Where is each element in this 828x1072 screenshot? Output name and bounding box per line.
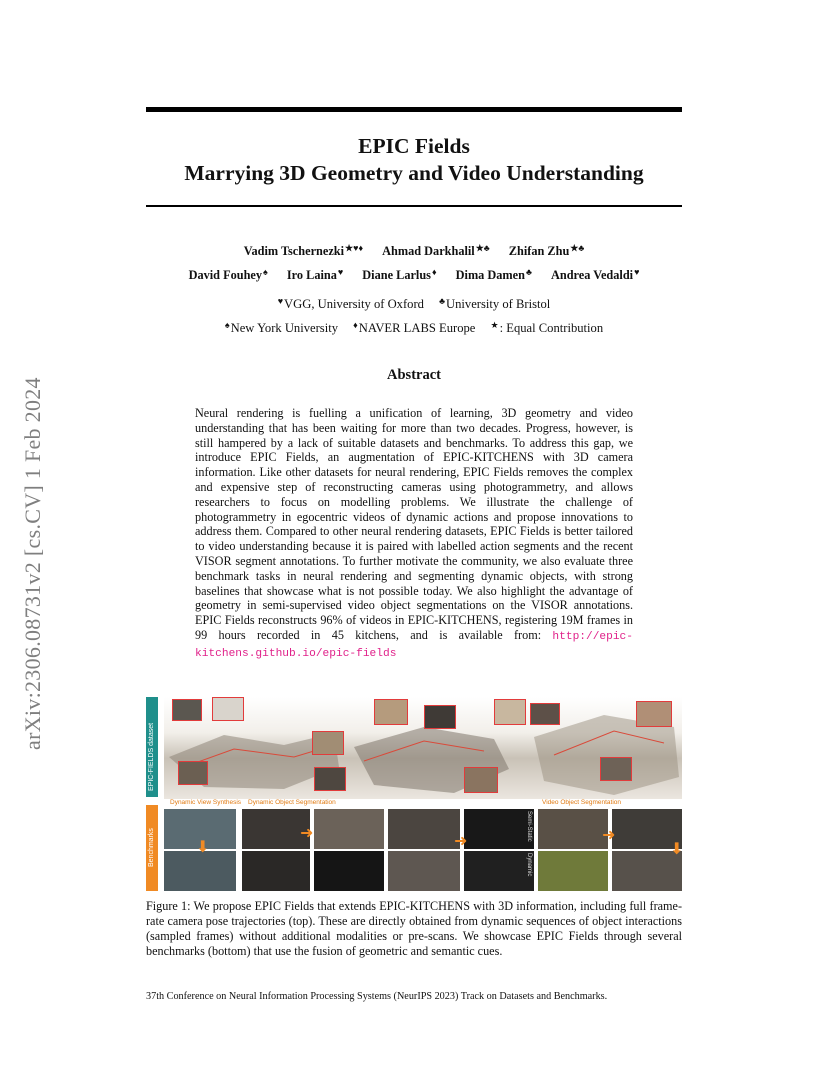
frame-thumbnail xyxy=(530,703,560,725)
affiliation: ♦NAVER LABS Europe xyxy=(353,320,476,335)
benchmarks-side-bar xyxy=(146,805,158,891)
arrow-right-icon: ➜ xyxy=(300,823,314,842)
frame-thumbnail xyxy=(424,705,456,729)
abstract-body xyxy=(195,406,633,662)
affiliations xyxy=(120,291,708,339)
arxiv-stamp: arXiv:2306.08731v2 [cs.CV] 1 Feb 2024 xyxy=(20,377,45,750)
arrow-down-icon: ⬇ xyxy=(196,837,210,856)
title-line-1: EPIC Fields xyxy=(358,134,470,158)
arrow-right-icon: ➜ xyxy=(602,825,616,844)
dataset-side-label: EPIC-FIELDS dataset xyxy=(148,722,155,791)
frame-thumbnail xyxy=(374,699,408,725)
benchmark-tile xyxy=(388,851,460,891)
arrow-right-icon: ➜ xyxy=(454,831,468,850)
affiliation: ♠New York University xyxy=(224,320,339,335)
affiliation: ★: Equal Contribution xyxy=(490,320,604,335)
project-link[interactable]: http://epic-kitchens.github.io/epic-fields xyxy=(195,630,633,660)
paper-title xyxy=(146,133,682,187)
benchmark-tile xyxy=(388,809,460,849)
figure-caption: Figure 1: We propose EPIC Fields that extends EPIC-KITCHENS with 3D information, including full frame-rate camera pose trajectories (top). These are directly obtained from dynamic sequences of object interactions (sampled frames) without additional modalities or pre-scans. We showcase EPIC Fields through several benchmarks (bottom) that use the fusion of geometric and semantic cues. xyxy=(146,899,682,958)
benchmark-tile xyxy=(538,851,608,891)
affiliation-row-2 xyxy=(120,315,708,339)
author: Zhifan Zhu★♣ xyxy=(508,243,585,258)
benchmark-label-dos: Dynamic Object Segmentation xyxy=(248,799,336,806)
affiliation-row-1 xyxy=(120,291,708,315)
top-rule xyxy=(146,107,682,112)
benchmark-tile xyxy=(314,851,384,891)
benchmarks-side-label: Benchmarks xyxy=(148,828,155,867)
author: Andrea Vedaldi♥ xyxy=(550,267,640,282)
benchmark-tiles xyxy=(164,809,682,891)
frame-thumbnail xyxy=(172,699,202,721)
frame-thumbnail xyxy=(178,761,208,785)
author-list xyxy=(120,238,708,286)
benchmark-tile xyxy=(164,851,236,891)
benchmark-labels xyxy=(164,799,682,809)
benchmark-tile xyxy=(242,851,310,891)
affiliation: ♥VGG, University of Oxford xyxy=(277,296,424,311)
abstract-heading: Abstract xyxy=(387,367,441,383)
author: Ahmad Darkhalil★♣ xyxy=(382,243,490,258)
frame-thumbnail xyxy=(636,701,672,727)
figure-1 xyxy=(146,697,682,891)
benchmark-label-vos: Video Object Segmentation xyxy=(542,799,622,806)
author: David Fouhey♠ xyxy=(188,267,268,282)
author-row-2 xyxy=(120,262,708,286)
author: Iro Laina♥ xyxy=(286,267,344,282)
semistatic-label: Semi-Static xyxy=(526,811,532,842)
author: Vadim Tschernezki★♥♦ xyxy=(243,243,364,258)
abstract-text: Neural rendering is fuelling a unification of learning, 3D geometry and video understanding that has been waiting for more than two decades. Progress, however, is still hampered by a lack of suitable datasets and benchmarks. To address this gap, we introduce EPIC Fields, an augmentation of EPIC-KITCHENS with 3D camera information. Like other datasets for neural rendering, EPIC Fields removes the complex and expensive step of reconstructing cameras using photogrammetry, and allows researchers to focus on modelling problems. We illustrate the challenge of photogrammetry in egocentric videos of dynamic actions and propose innovations to address them. Compared to other neural rendering datasets, EPIC Fields is better tailored to video understanding because it is paired with labelled action segments and the recent VISOR segment annotations. To further motivate the community, we also evaluate three benchmark tasks in neural rendering and segmenting dynamic objects, with strong baselines that showcase what is not possible today. We also highlight the advantage of geometry in semi-supervised video object segmentations on the VISOR annotations. EPIC Fields reconstructs 96% of videos in EPIC-KITCHENS, registering 19M frames in 99 hours recorded in 45 kitchens, and is available from: xyxy=(195,406,633,642)
frame-thumbnail xyxy=(312,731,344,755)
benchmark-tile xyxy=(538,809,608,849)
frame-thumbnail xyxy=(212,697,244,721)
author: Diane Larlus♦ xyxy=(362,267,437,282)
frame-thumbnail xyxy=(494,699,526,725)
reconstruction-panel xyxy=(164,697,682,799)
benchmark-label-dvs: Dynamic View Synthesis xyxy=(170,799,242,806)
dynamic-label: Dynamic xyxy=(526,853,532,877)
frame-thumbnail xyxy=(314,767,346,791)
conference-footnote: 37th Conference on Neural Information Processing Systems (NeurIPS 2023) Track on Datasets and Benchmarks. xyxy=(146,991,608,1002)
frame-thumbnail xyxy=(600,757,632,781)
title-rule xyxy=(146,205,682,207)
author-row-1 xyxy=(120,238,708,262)
affiliation: ♣University of Bristol xyxy=(439,296,551,311)
benchmark-tile xyxy=(464,851,534,891)
title-line-2: Marrying 3D Geometry and Video Understanding xyxy=(184,161,644,185)
author: Dima Damen♣ xyxy=(455,267,532,282)
benchmark-tile xyxy=(314,809,384,849)
dataset-side-bar xyxy=(146,697,158,797)
frame-thumbnail xyxy=(464,767,498,793)
benchmark-tile xyxy=(464,809,534,849)
arrow-down-icon: ⬇ xyxy=(670,839,684,858)
